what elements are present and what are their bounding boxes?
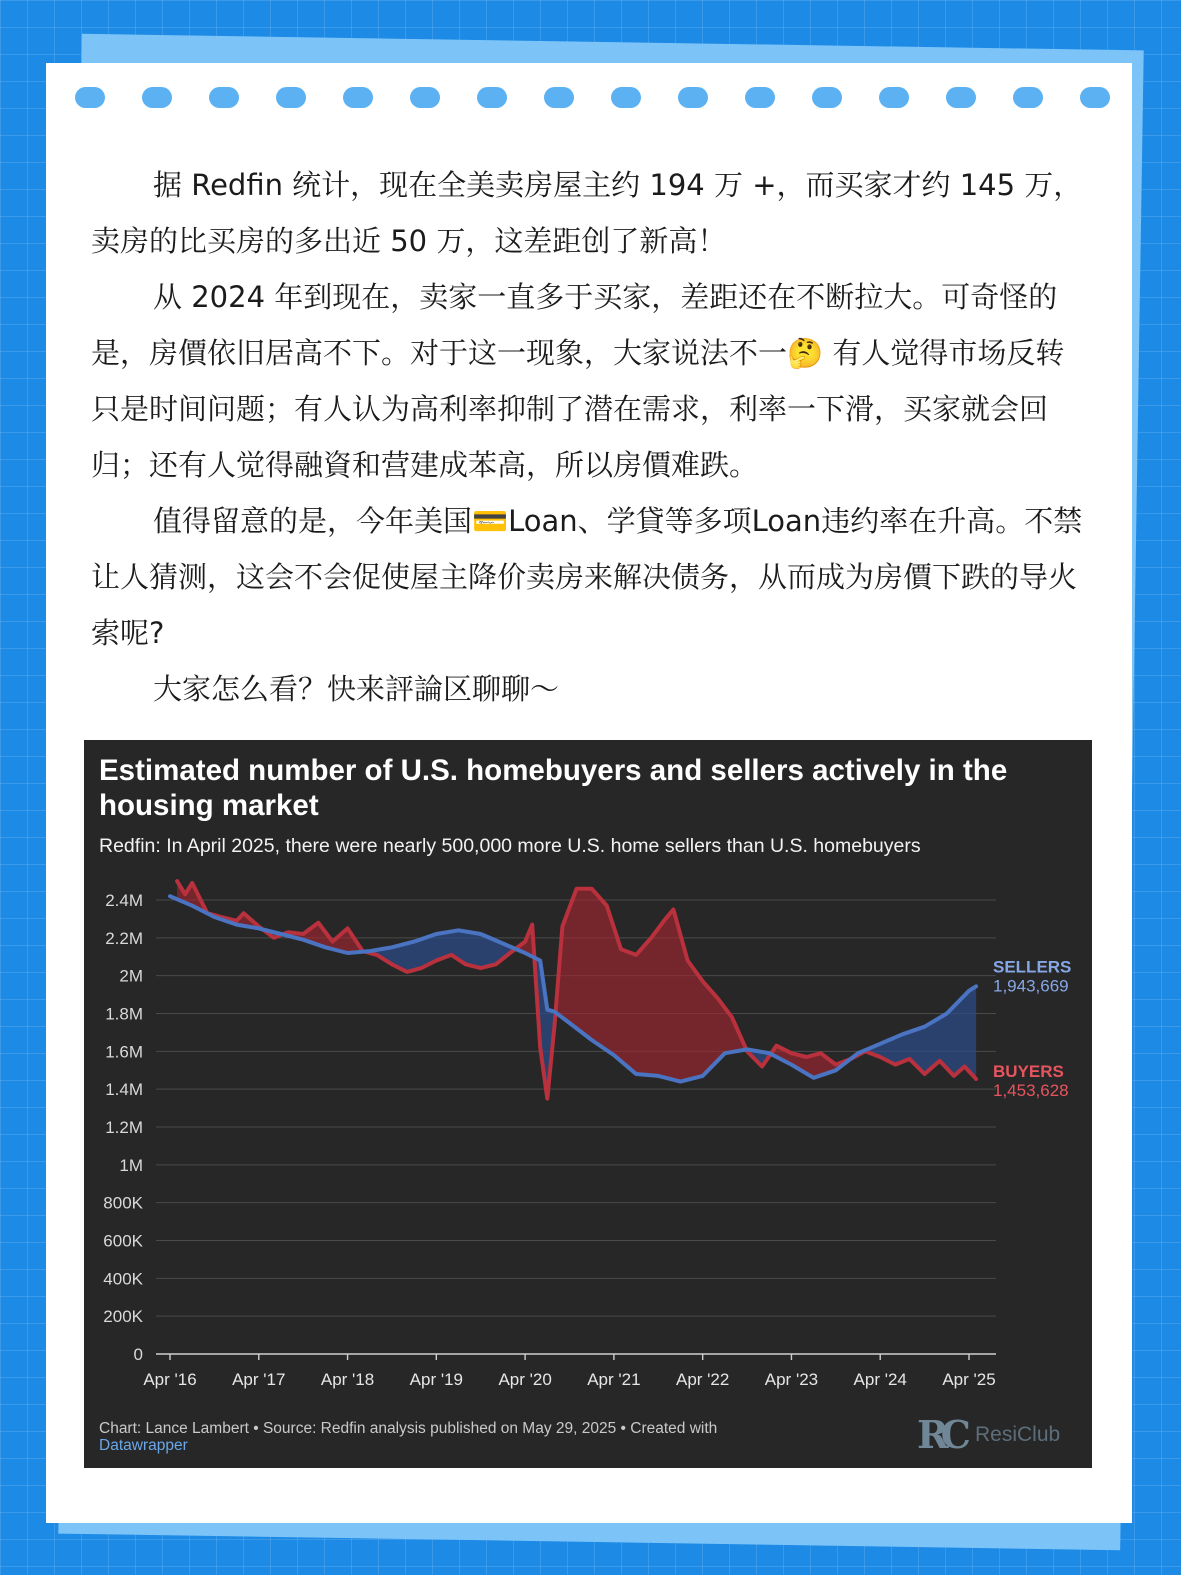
binder-hole [544, 87, 574, 108]
y-tick-label: 400K [103, 1269, 143, 1289]
binder-hole [946, 87, 976, 108]
article-paragraph-3: 值得留意的是，今年美国💳Loan、学貸等多项Loan违约率在升高。不禁让人猜测，这会不会促使屋主降价卖房来解决债务，从而成为房價下跌的导火索呢? [91, 504, 1083, 650]
x-tick-label: Apr '25 [942, 1370, 996, 1389]
binder-hole [812, 87, 842, 108]
chart-subtitle: Redfin: In April 2025, there were nearly 500,000 more U.S. home sellers than U.S. homebuyers [99, 835, 921, 857]
buyers-excess-area [557, 889, 747, 1082]
chart-title: Estimated number of U.S. homebuyers and sellers actively in the housing market [99, 754, 1008, 822]
y-tick-label: 600K [103, 1231, 143, 1251]
binder-holes [46, 87, 1132, 111]
y-tick-label: 1.6M [105, 1042, 143, 1062]
y-tick-label: 800K [103, 1193, 143, 1213]
x-tick-label: Apr '24 [853, 1370, 907, 1389]
y-tick-label: 2.4M [105, 891, 143, 910]
chart-footer [99, 1420, 717, 1454]
resiclub-logo [917, 1414, 1087, 1456]
x-tick-label: Apr '17 [232, 1370, 286, 1389]
binder-hole [142, 87, 172, 108]
sellers-label: SELLERS [993, 957, 1072, 977]
y-tick-label: 0 [133, 1345, 143, 1364]
x-tick-label: Apr '18 [320, 1370, 375, 1389]
x-tick-label: Apr '21 [587, 1370, 641, 1389]
binder-hole [343, 87, 373, 108]
y-tick-label: 1.2M [105, 1118, 143, 1137]
x-tick-label: Apr '22 [675, 1370, 730, 1389]
resiclub-logo-name: ResiClub [975, 1423, 1061, 1446]
x-tick-label: Apr '16 [143, 1370, 197, 1389]
y-tick-label: 1.8M [105, 1004, 143, 1024]
binder-hole [477, 87, 507, 108]
binder-hole [745, 87, 775, 108]
sellers-value: 1,943,669 [993, 976, 1069, 996]
buyers-value: 1,453,628 [993, 1081, 1069, 1101]
chart-panel [84, 740, 1092, 1468]
article-paragraph-4: 大家怎么看？快来評論区聊聊～ [153, 672, 560, 706]
datawrapper-link[interactable]: Datawrapper [99, 1437, 188, 1454]
binder-hole [1013, 87, 1043, 108]
binder-hole [879, 87, 909, 108]
buyers-label: BUYERS [993, 1062, 1064, 1082]
binder-hole [611, 87, 641, 108]
article-text [91, 157, 1091, 717]
binder-hole [678, 87, 708, 108]
y-tick-label: 2.2M [105, 928, 143, 948]
x-tick-label: Apr '23 [764, 1370, 819, 1389]
resiclub-logo-icon: RC [917, 1412, 963, 1457]
y-tick-label: 2M [119, 966, 143, 986]
binder-hole [410, 87, 440, 108]
binder-hole [75, 87, 105, 108]
article-paragraph-1: 据 Redfin 统计，现在全美卖房屋主约 194 万 +，而买家才约 145 万，卖房的比买房的多出近 50 万，这差距创了新高！ [91, 168, 1083, 258]
binder-hole [209, 87, 239, 108]
paper-card [46, 63, 1132, 1523]
x-tick-label: Apr '20 [498, 1370, 552, 1389]
binder-hole [1080, 87, 1110, 108]
y-tick-label: 1M [119, 1155, 143, 1175]
article-paragraph-2: 从 2024 年到现在，卖家一直多于买家，差距还在不断拉大。可奇怪的是，房價依旧居高不下。对于这一现象，大家说法不一🤔 有人觉得市场反转只是时间问题；有人认为高利率抑制了潜在需求，利率一下滑，买家就会回归；还有人觉得融資和营建成苯高，所以房價难跌。 [91, 280, 1065, 482]
binder-hole [276, 87, 306, 108]
chart-credit: Chart: Lance Lambert • Source: Redfin analysis published on May 29, 2025 • Created with [99, 1420, 718, 1437]
chart-plot [84, 740, 1092, 1400]
y-tick-label: 200K [103, 1307, 143, 1327]
y-tick-label: 1.4M [105, 1080, 143, 1100]
x-tick-label: Apr '19 [409, 1370, 464, 1389]
